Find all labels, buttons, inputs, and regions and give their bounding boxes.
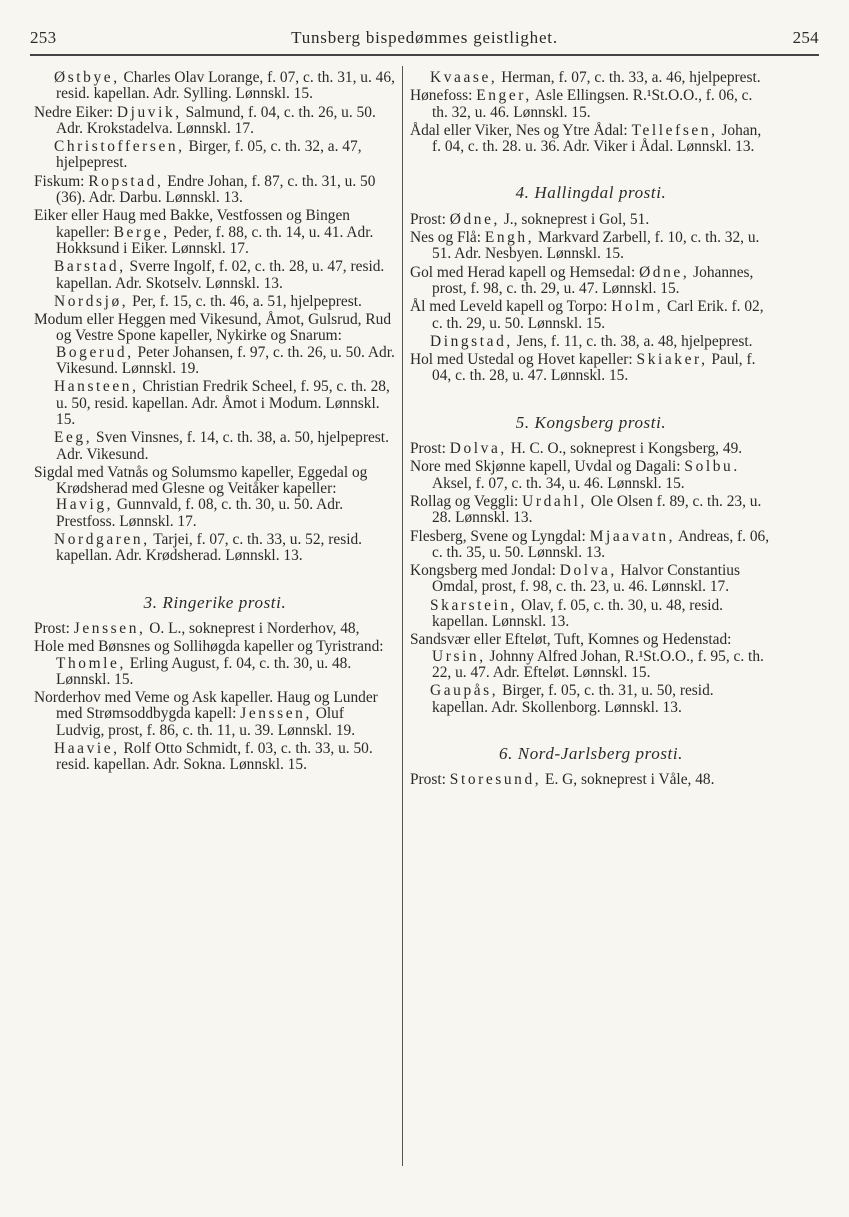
parish-entry [410, 88, 772, 121]
clergy-entry [34, 379, 396, 428]
section-heading: 6. Nord-Jarlsberg prosti. [498, 743, 684, 763]
entry-details: Halvor Constantius Omdal, prost, f. 98, c. th. 23, u. 46. Lønnskl. 17. [432, 562, 740, 596]
clergy-entry [34, 70, 396, 103]
surname: Solbu. [684, 458, 740, 476]
parish-name: Prost: [410, 210, 450, 228]
parish-name: Gol med Herad kapell og Hemsedal: [410, 263, 640, 281]
section-heading: 3. Ringerike prosti. [143, 592, 287, 612]
entry-details: Salmund, f. 04, c. th. 26, u. 50. Adr. Krokstadelva. Lønnskl. 17. [56, 103, 376, 137]
parish-entry [410, 563, 772, 596]
surname: Nordgaren, [54, 531, 150, 549]
parish-entry [34, 208, 396, 257]
parish-entry [410, 299, 772, 332]
parish-entry [410, 265, 772, 298]
section-heading: 4. Hallingdal prosti. [515, 183, 667, 203]
surname: Ødne, [449, 210, 500, 228]
surname: Ødne, [639, 263, 690, 281]
clergy-entry [34, 294, 396, 310]
page-number-left: 253 [30, 28, 57, 47]
entry-details: Johannes, prost, f. 98, c. th. 29, u. 47. Lønnskl. 15. [432, 263, 754, 297]
entry-details: Oluf Ludvig, prost, f. 86, c. th. 11, u. 39. Lønnskl. 19. [56, 705, 356, 739]
entry-details: J., sokneprest i Gol, 51. [499, 210, 650, 228]
surname: Gaupås, [430, 682, 499, 700]
parish-entry [34, 312, 396, 377]
entry-details: Johan, f. 04, c. th. 28. u. 36. Adr. Viker i Ådal. Lønnskl. 13. [432, 121, 762, 156]
surname: Dolva, [449, 440, 507, 458]
entry-details: Sverre Ingolf, f. 02, c. th. 28, u. 47, resid. kapellan. Adr. Skotselv. Lønnskl. 13. [56, 258, 385, 292]
surname: Tellefsen, [631, 121, 718, 139]
parish-entry [410, 212, 772, 228]
surname: Holm, [611, 298, 664, 316]
entry-details: Peder, f. 88, c. th. 14, u. 41. Adr. Hokksund i Eiker. Lønnskl. 17. [56, 223, 374, 257]
surname: Engh, [484, 229, 535, 247]
parish-entry [34, 174, 396, 207]
parish-name: Hole med Bønsnes og Sollihøgda kapeller og Tyristrand: [34, 638, 384, 656]
column-divider [402, 66, 403, 1166]
parish-entry [34, 639, 396, 688]
surname: Bogerud, [56, 343, 134, 361]
parish-name: Fiskum: [34, 172, 89, 190]
parish-entry [410, 230, 772, 263]
surname: Eeg, [54, 429, 93, 447]
surname: Thomle, [56, 654, 126, 672]
surname: Mjaavatn, [589, 527, 676, 545]
surname: Kvaase, [430, 69, 498, 86]
parish-entry [34, 621, 396, 637]
parish-name: Eiker eller Haug med Bakke, Vestfossen og Bingen kapeller: [34, 207, 351, 241]
entry-details: E. G, sokneprest i Våle, 48. [541, 771, 715, 789]
clergy-entry [34, 430, 396, 463]
parish-entry [34, 690, 396, 739]
page-number-right: 254 [792, 28, 819, 47]
entry-details: Johnny Alfred Johan, R.¹St.O.O., f. 95, c. th. 22, u. 47. Adr. Efteløt. Lønnskl. 15. [432, 647, 764, 681]
right-column [410, 70, 772, 790]
surname: Hansteen, [54, 378, 139, 396]
entry-details: Herman, f. 07, c. th. 33, a. 46, hjelpeprest. [497, 69, 761, 86]
parish-name: Nore med Skjønne kapell, Uvdal og Dagali: [410, 458, 685, 476]
surname: Skiaker, [636, 351, 708, 369]
header-rule [30, 54, 819, 56]
entry-details: Charles Olav Lorange, f. 07, c. th. 31, u. 46, resid. kapellan. Adr. Sylling. Lønnskl. 15. [56, 69, 395, 103]
entry-details: Gunnvald, f. 08, c. th. 30, u. 50. Adr. Prestfoss. Lønnskl. 17. [56, 496, 344, 530]
parish-name: Ål med Leveld kapell og Torpo: [410, 298, 612, 316]
entry-details: Carl Erik. f. 02, c. th. 29, u. 50. Lønnskl. 15. [432, 298, 764, 332]
parish-entry [34, 105, 396, 138]
parish-entry [410, 352, 772, 385]
clergy-entry [34, 259, 396, 292]
clergy-entry [410, 70, 772, 86]
running-header [30, 28, 819, 48]
running-title: Tunsberg bispedømmes geistlighet. [291, 28, 558, 47]
surname: Skarstein, [430, 596, 518, 614]
clergy-entry [410, 334, 772, 350]
clergy-entry [34, 532, 396, 565]
entry-details: Per, f. 15, c. th. 46, a. 51, hjelpeprest. [128, 292, 362, 310]
parish-entry [410, 632, 772, 681]
surname: Enger, [476, 87, 532, 105]
parish-entry [410, 441, 772, 457]
entry-details: Birger, f. 05, c. th. 31, u. 50, resid. kapellan. Adr. Skollenborg. Lønnskl. 13. [432, 682, 714, 716]
surname: Urdahl, [522, 492, 587, 510]
surname: Haavie, [54, 739, 120, 757]
clergy-entry [34, 741, 396, 774]
surname: Christoffersen, [54, 138, 185, 156]
parish-name: Nes og Flå: [410, 229, 485, 247]
parish-name: Sigdal med Vatnås og Solumsmo kapeller, Eggedal og Krødsherad med Glesne og Veitåker kapeller: [34, 463, 368, 498]
parish-entry [410, 494, 772, 527]
parish-name: Hol med Ustedal og Hovet kapeller: [410, 351, 637, 369]
section-heading: 5. Kongsberg prosti. [515, 412, 667, 432]
parish-entry [34, 465, 396, 530]
surname: Ropstad, [88, 172, 164, 190]
clergy-entry [410, 683, 772, 716]
parish-name: Sandsvær eller Efteløt, Tuft, Komnes og Hedenstad: [410, 631, 732, 649]
surname: Barstad, [54, 258, 126, 276]
left-column [34, 70, 396, 776]
parish-entry [410, 459, 772, 492]
surname: Dingstad, [430, 332, 513, 350]
clergy-entry [410, 598, 772, 631]
surname: Østbye, [54, 69, 120, 86]
surname: Jenssen, [73, 619, 146, 637]
entry-details: Peter Johansen, f. 97, c. th. 26, u. 50. Adr. Vikesund. Lønnskl. 19. [56, 343, 395, 378]
parish-name: Prost: [34, 619, 74, 637]
entry-details: Ole Olsen f. 89, c. th. 23, u. 28. Lønnskl. 13. [432, 492, 762, 527]
entry-details: Markvard Zarbell, f. 10, c. th. 32, u. 51. Adr. Nesbyen. Lønnskl. 15. [432, 229, 760, 263]
parish-name: Hønefoss: [410, 87, 477, 105]
surname: Dolva, [559, 562, 617, 580]
entry-details: Paul, f. 04, c. th. 28, u. 47. Lønnskl. 15. [432, 351, 756, 385]
entry-details: Olav, f. 05, c. th. 30, u. 48, resid. kapellan. Lønnskl. 13. [432, 596, 724, 631]
entry-details: Rolf Otto Schmidt, f. 03, c. th. 33, u. 50. resid. kapellan. Adr. Sokna. Lønnskl. 15. [56, 739, 373, 774]
parish-name: Nedre Eiker: [34, 103, 117, 121]
entry-details: Tarjei, f. 07, c. th. 33, u. 52, resid. kapellan. Adr. Krødsherad. Lønnskl. 13. [56, 531, 363, 565]
parish-entry [410, 772, 772, 788]
surname: Nordsjø, [54, 292, 129, 310]
entry-details: Erling August, f. 04, c. th. 30, u. 48. Lønnskl. 15. [56, 654, 352, 688]
parish-name: Prost: [410, 771, 450, 789]
surname: Djuvik, [116, 103, 182, 121]
parish-name: Prost: [410, 440, 450, 458]
parish-name: Ådal eller Viker, Nes og Ytre Ådal: [410, 121, 632, 139]
clergy-entry [34, 139, 396, 172]
surname: Havig, [56, 496, 114, 514]
entry-details: Jens, f. 11, c. th. 38, a. 48, hjelpeprest. [512, 332, 753, 350]
surname: Berge, [113, 223, 170, 241]
entry-details: O. L., sokneprest i Norderhov, 48, [145, 619, 360, 637]
entry-details: Sven Vinsnes, f. 14, c. th. 38, a. 50, hjelpeprest. Adr. Vikesund. [56, 429, 389, 463]
entry-details: Asle Ellingsen. R.¹St.O.O., f. 06, c. th. 32, u. 46. Lønnskl. 15. [432, 87, 753, 121]
parish-name: Modum eller Heggen med Vikesund, Åmot, Gulsrud, Rud og Vestre Spone kapeller, Nykirke og Snarum: [34, 311, 392, 345]
entry-details: Aksel, f. 07, c. th. 34, u. 46. Lønnskl. 15. [432, 474, 685, 492]
parish-entry [410, 123, 772, 156]
entry-details: Andreas, f. 06, c. th. 35, u. 50. Lønnskl. 13. [432, 527, 770, 561]
parish-name: Kongsberg med Jondal: [410, 562, 560, 580]
entry-details: Birger, f. 05, c. th. 32, a. 47, hjelpeprest. [56, 138, 362, 172]
surname: Jenssen, [240, 705, 312, 723]
parish-name: Rollag og Veggli: [410, 492, 523, 510]
parish-name: Flesberg, Svene og Lyngdal: [410, 527, 590, 545]
entry-details: Endre Johan, f. 87, c. th. 31, u. 50 (36). Adr. Darbu. Lønnskl. 13. [56, 172, 376, 207]
surname: Ursin, [432, 647, 486, 665]
parish-entry [410, 529, 772, 562]
parish-name: Norderhov med Veme og Ask kapeller. Haug og Lunder med Strømsoddbygda kapell: [34, 689, 378, 723]
entry-details: H. C. O., sokneprest i Kongsberg, 49. [506, 440, 743, 458]
entry-details: Christian Fredrik Scheel, f. 95, c. th. 28, u. 50, resid. kapellan. Adr. Åmot i Modum. Lønnskl. 15. [56, 378, 390, 428]
surname: Storesund, [449, 771, 542, 789]
